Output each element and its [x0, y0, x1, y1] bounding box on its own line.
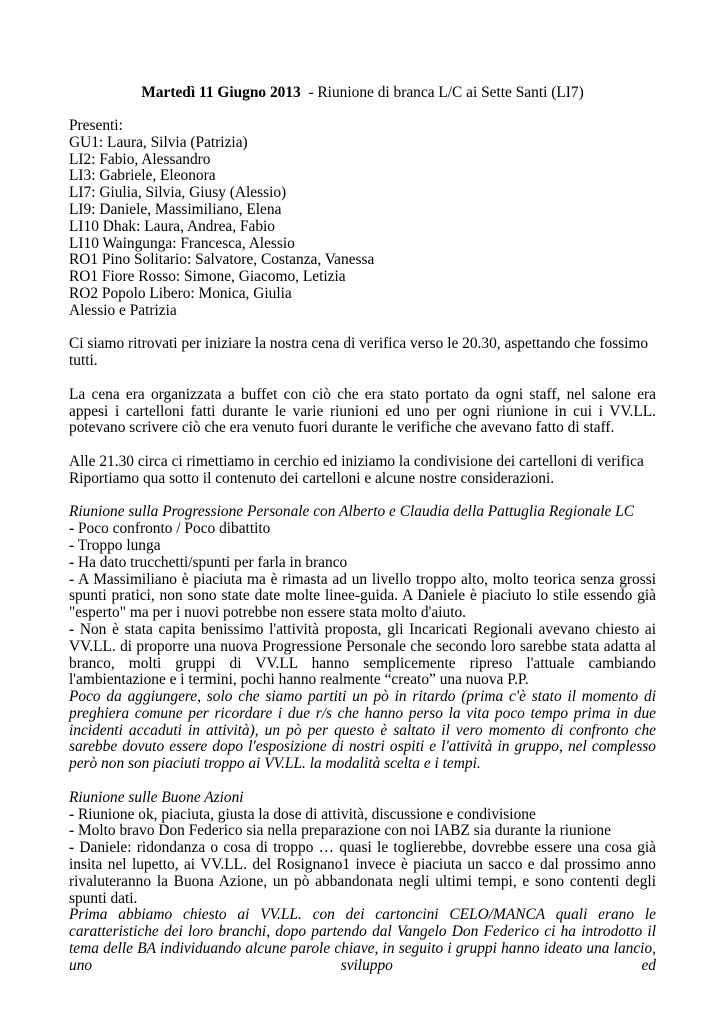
list-item-text: Riunione ok, piaciuta, giusta la dose di attività, discussione e condivisione [78, 805, 536, 823]
presenti-line: LI2: Fabio, Alessandro [69, 150, 211, 168]
paragraph-cena-inizio: Ci siamo ritrovati per iniziare la nostra cena di verifica verso le 20.30, aspettando che fossimo tutti. [69, 335, 649, 370]
list-item-text: Non è stata capita benissimo l'attività proposta, gli Incaricati Regionali avevano chiesto ai VV.LL. di proporre una nuova Progressione Personale che secondo loro sarebbe stata adatta al branco, molti gruppi di VV.LL hanno semplicemente ripreso l'attuale cambiando l'ambientazione e i termini, pochi hanno realmente “creato” una nuova P.P. [69, 620, 656, 689]
list-item-text: Molto bravo Don Federico sia nella preparazione con noi IABZ sia durante la riunione [78, 822, 611, 840]
bullet-dash: - [69, 570, 75, 588]
paragraph-condivisione-line1: Alle 21.30 circa ci rimettiamo in cerchio ed iniziamo la condivisione dei cartelloni di verifica [69, 452, 644, 470]
presenti-line: RO2 Popolo Libero: Monica, Giulia [69, 284, 292, 302]
bullet-dash: - [69, 822, 75, 840]
bullet-dash: - [69, 536, 75, 554]
list-item [69, 840, 656, 907]
section-note: Poco da aggiungere, solo che siamo partiti un pò in ritardo (prima c'è stato il momento di preghiera comune per ricordare i due r/s che hanno perso la vita poco tempo prima in due incidenti accaduti in attività), un pò per questo è saltato il vero momento di confronto che sarebbe dovuto essere dopo l'esposizione di nostri ospiti e l'attività in gruppo, nel complesso però non son piaciuti troppo ai VV.LL. la modalità scelta e i tempi. [69, 688, 656, 773]
presenti-line: RO1 Fiore Rosso: Simone, Giacomo, Letizia [69, 268, 346, 286]
title-date: Martedì 11 Giugno 2013 [141, 84, 301, 101]
presenti-line: LI10 Waingunga: Francesca, Alessio [69, 234, 295, 252]
list-item [69, 622, 656, 689]
list-item [69, 572, 656, 622]
list-item-text: Troppo lunga [77, 536, 161, 554]
bullet-dash: - [69, 520, 75, 538]
presenti-list [69, 118, 656, 320]
page-title [69, 84, 656, 102]
list-item [69, 555, 656, 572]
list-item [69, 538, 656, 555]
presenti-line: GU1: Laura, Silvia (Patrizia) [69, 133, 248, 151]
list-item [69, 521, 656, 538]
bullet-dash: - [69, 839, 75, 857]
paragraph-condivisione-line2: Riportiamo qua sotto il contenuto dei cartelloni e alcune nostre considerazioni. [69, 469, 555, 487]
list-item-text: A Massimiliano è piaciuta ma è rimasta ad un livello troppo alto, molto teorica senza grossi spunti pratici, non sono state date molte linee-guida. A Daniele è piaciuto lo stile essendo già "esperto" ma per i nuovi potrebbe non essere stata molto d'aiuto. [69, 570, 656, 622]
section-buone-azioni [69, 790, 656, 975]
presenti-line: LI9: Daniele, Massimiliano, Elena [69, 200, 282, 218]
presenti-line: Alessio e Patrizia [69, 301, 177, 319]
list-item [69, 807, 656, 824]
list-item-text: Poco confronto / Poco dibattito [78, 520, 271, 538]
bullet-dash: - [69, 553, 75, 571]
title-meeting: - Riunione di branca L/C ai Sette Santi (LI7) [300, 84, 584, 101]
list-item-text: Ha dato trucchetti/spunti per farla in branco [78, 553, 348, 571]
presenti-line: RO1 Pino Solitario: Salvatore, Costanza, Vanessa [69, 251, 375, 269]
section-heading: Riunione sulle Buone Azioni [69, 788, 244, 806]
section-progressione-personale [69, 504, 656, 773]
presenti-line: LI7: Giulia, Silvia, Giusy (Alessio) [69, 184, 287, 202]
presenti-line: LI10 Dhak: Laura, Andrea, Fabio [69, 217, 275, 235]
presenti-label: Presenti: [69, 117, 123, 134]
section-heading: Riunione sulla Progressione Personale con Alberto e Claudia della Pattuglia Regionale LC [69, 503, 634, 521]
list-item-text: Daniele: ridondanza o cosa di troppo … quasi le toglierebbe, dovrebbe essere una cosa già insita nel lupetto, ai VV.LL. del Rosignano1 invece è piaciuta un sacco e dal prossimo anno rivaluteranno la Buona Azione, un pò abbandonata negli ultimi tempi, e sono contenti degli spunti dati. [69, 839, 656, 907]
list-item [69, 823, 656, 840]
section-note: Prima abbiamo chiesto ai VV.LL. con dei cartoncini CELO/MANCA quali erano le caratteristiche dei loro branchi, dopo partendo dal Vangelo Don Federico ci ha introdotto il tema delle BA individuando alcune parole chiave, in seguito i gruppi hanno ideato una lancio, uno sviluppo ed [69, 906, 656, 974]
bullet-dash: - [69, 620, 75, 638]
presenti-line: LI3: Gabriele, Eleonora [69, 167, 216, 185]
paragraph-buffet: La cena era organizzata a buffet con ciò che era stato portato da ogni staff, nel salone era appesi i cartelloni fatti durante le varie riunioni ed uno per ogni riunione in cui i VV.LL. potevano scrivere ciò che era venuto fuori durante le verifiche che avevano fatto di staff. [69, 385, 656, 437]
bullet-dash: - [69, 805, 75, 823]
